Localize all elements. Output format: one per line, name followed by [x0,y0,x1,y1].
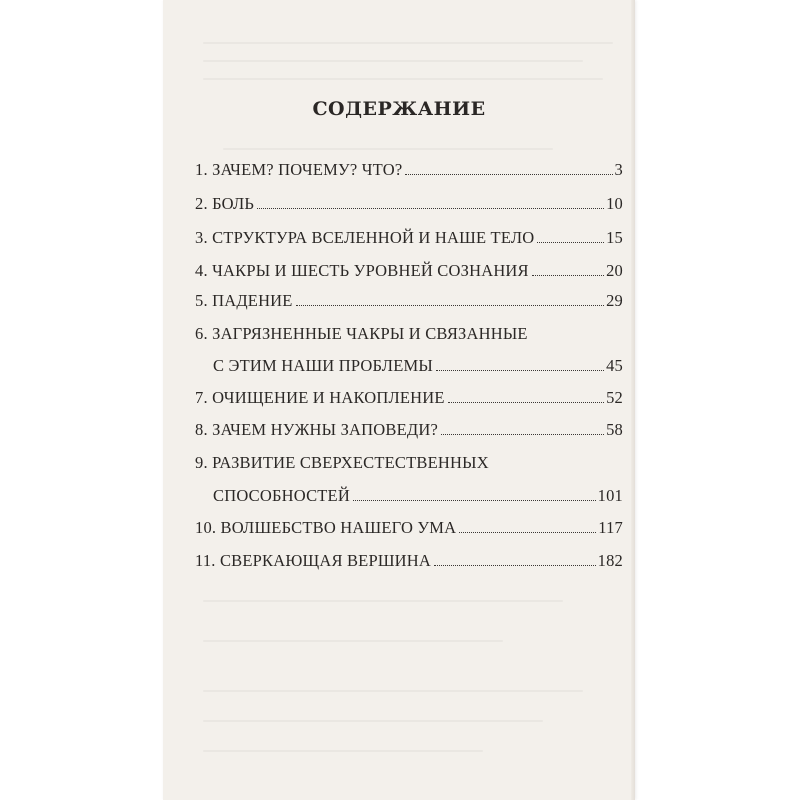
toc-entry-label: 7. ОЧИЩЕНИЕ И НАКОПЛЕНИЕ [195,388,445,407]
dot-leader [296,304,605,306]
dot-leader [353,499,596,501]
toc-entry-label: 1. ЗАЧЕМ? ПОЧЕМУ? ЧТО? [195,160,403,179]
toc-entry-page: 10 [606,194,623,213]
dot-leader [441,433,604,435]
toc-entry-label: 11. СВЕРКАЮЩАЯ ВЕРШИНА [195,551,432,570]
toc-entry [195,192,623,214]
toc-entry-label: 6. ЗАГРЯЗНЕННЫЕ ЧАКРЫ И СВЯЗАННЫЕ [195,324,528,343]
toc-entry-label: 3. СТРУКТУРА ВСЕЛЕННОЙ И НАШЕ ТЕЛО [195,228,535,247]
toc-entry-page: 3 [614,160,623,179]
toc-entry-page: 52 [606,388,623,407]
toc-entry-label: 2. БОЛЬ [195,194,255,213]
toc-entry [195,226,623,248]
dot-leader [405,173,612,175]
bleed-through-line [203,720,543,722]
dot-leader [537,241,604,243]
bleed-through-line [203,690,583,692]
toc-entry-page: 182 [597,551,623,570]
toc-entry-page: 45 [606,356,623,375]
toc-entry [195,289,623,311]
toc-entry-first-line [195,322,623,344]
dot-leader [436,369,604,371]
dot-leader [434,564,596,566]
page-title: СОДЕРЖАНИЕ [312,98,486,120]
toc-entry [195,516,623,538]
bleed-through-line [203,42,613,44]
dot-leader [532,274,604,276]
dot-leader [257,207,604,209]
toc-entry-page: 20 [606,261,623,280]
toc-entry-label: 4. ЧАКРЫ И ШЕСТЬ УРОВНЕЙ СОЗНАНИЯ [195,261,529,280]
dot-leader [448,401,604,403]
toc-entry-page: 15 [606,228,623,247]
toc-entry-first-line [195,451,623,473]
bleed-through-line [203,640,503,642]
toc-entry-page: 117 [598,518,623,537]
toc-entry-page: 29 [606,291,623,310]
toc-entry-label: 9. РАЗВИТИЕ СВЕРХЕСТЕСТВЕННЫХ [195,453,489,472]
bleed-through-line [203,750,483,752]
toc-entry [195,484,623,506]
toc-entry-page: 58 [606,420,623,439]
bleed-through-line [203,78,603,80]
bleed-through-line [223,148,553,150]
dot-leader [459,531,596,533]
toc-entry [195,418,623,440]
toc-entry-label: 10. ВОЛШЕБСТВО НАШЕГО УМА [195,518,457,537]
bleed-through-line [203,600,563,602]
book-page [163,0,635,800]
toc-entry-label-continued: СПОСОБНОСТЕЙ [213,486,350,505]
toc-entry-label: 8. ЗАЧЕМ НУЖНЫ ЗАПОВЕДИ? [195,420,438,439]
toc-entry [195,549,623,571]
toc-entry [195,259,623,281]
bleed-through-line [203,60,583,62]
toc-entry-label-continued: С ЭТИМ НАШИ ПРОБЛЕМЫ [213,356,433,375]
toc-entry-page: 101 [597,486,623,505]
toc-entry [195,158,623,180]
toc-entry [195,386,623,408]
toc-entry-label: 5. ПАДЕНИЕ [195,291,293,310]
toc-entry [195,354,623,376]
